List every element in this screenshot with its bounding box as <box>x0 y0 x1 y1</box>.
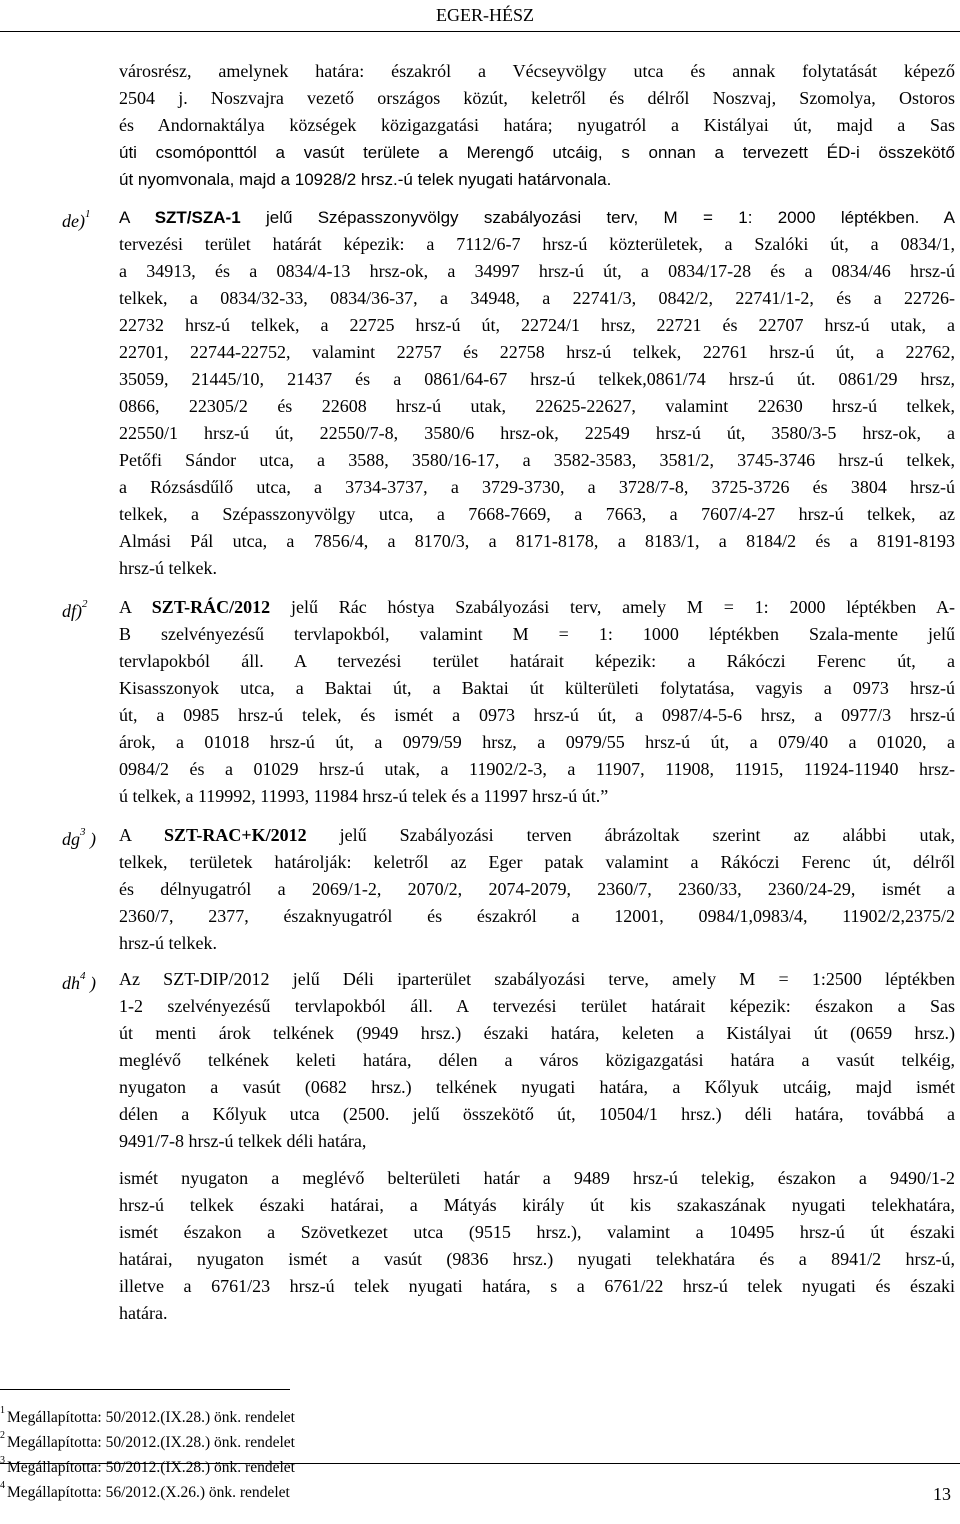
page-number: 13 <box>933 1484 951 1504</box>
text-line: B szelvényezésű tervlapokból, valamint M = 1: 1000 léptékben Szala-mente jelű <box>119 624 955 644</box>
footnote-ref[interactable]: 4 <box>80 970 86 982</box>
section-label-de: de)$^1$ <box>62 208 91 231</box>
text-line: hrsz-ú telkek. <box>119 558 217 578</box>
page-header <box>0 0 960 34</box>
text-line: határa. <box>119 1303 168 1323</box>
text-line: 1-2 szelvényezésű tervlapokból áll. A tervezési terület határait képezik: északon a Sas <box>119 996 955 1016</box>
text-line: tervezési terület határát képezik: a 7112/6-7 hrsz-ú közterületek, a Szalóki út, a 0834/1, <box>119 234 955 254</box>
text-line: ismét nyugaton a meglévő belterületi határ a 9489 hrsz-ú telekig, északon a 9490/1-2 <box>119 1168 955 1188</box>
text-line: út, a 0985 hrsz-ú telek, és ismét a 0973 hrsz-ú út, a 0987/4-5-6 hrsz, a 0977/3 hrsz-ú <box>119 705 955 725</box>
text-line: 2504 j. Noszvajra vezető országos közút, keletről és délről Noszvaj, Szomolya, Ostoros <box>119 88 955 108</box>
section-dh-continued <box>119 1165 955 1327</box>
text-line: és Andornaktálya községek közigazgatási határa; nyugatról a Kistályai út, majd a Sas <box>119 115 955 135</box>
text-line: Petőfi Sándor utca, a 3588, 3580/16-17, a 3582-3583, 3581/2, 3745-3746 hrsz-ú telkek, <box>119 450 955 470</box>
section-de-first-line: A SZT/SZA-1 jelű Szépasszonyvölgy szabályozási terv, M = 1: 2000 léptékben. A <box>119 208 955 227</box>
footnote-divider <box>0 1389 290 1390</box>
text-line: ismét északon a Szövetkezet utca (9515 hrsz.), valamint a 10495 hrsz-ú út északi <box>119 1222 955 1242</box>
text-line: 22732 hrsz-ú telkek, a 22725 hrsz-ú út, 22724/1 hrsz, 22721 és 22707 hrsz-ú utak, a <box>119 315 955 335</box>
section-dg-first-line: A SZT-RAC+K/2012 jelű Szabályozási terven ábrázoltak szerint az alábbi utak, <box>119 825 955 845</box>
header-divider <box>0 31 960 32</box>
text-line: telkek, területek határolják: keletről az Eger patak valamint a Rákóczi Ferenc út, délről <box>119 852 955 872</box>
text-line: telkek, a Szépasszonyvölgy utca, a 7668-7669, a 7663, a 7607/4-27 hrsz-ú telkek, az <box>119 504 955 524</box>
footer-divider <box>0 1463 960 1464</box>
footnote-ref[interactable]: 3 <box>80 826 86 838</box>
header-title: EGER-HÉSZ <box>436 5 534 25</box>
text-line: a Rózsásdűlő utca, a 3734-3737, a 3729-3730, a 3728/7-8, 3725-3726 és 3804 hrsz-ú <box>119 477 955 497</box>
text-line: Almási Pál utca, a 7856/4, a 8170/3, a 8171-8178, a 8183/1, a 8184/2 és a 8191-8193 <box>119 531 955 551</box>
text-line: 0866, 22305/2 és 22608 hrsz-ú utak, 22625-22627, valamint 22630 hrsz-ú telkek, <box>119 396 955 416</box>
section-df <box>119 594 955 810</box>
text-line: illetve a 6761/23 hrsz-ú telek nyugati határa, s a 6761/22 hrsz-ú telek nyugati és északi <box>119 1276 955 1296</box>
section-de <box>119 204 955 582</box>
footnote: $^2$ Megállapította: 50/2012.(IX.28.) önk. rendelet <box>0 1430 295 1452</box>
section-label-dh: $dh^4$ ) <box>62 970 96 993</box>
footnotes <box>0 1403 295 1504</box>
footnote: $^4$ Megállapította: 56/2012.(X.26.) önk. rendelet <box>0 1480 290 1502</box>
text-line: hrsz-ú telkek. <box>119 933 217 953</box>
text-line: 35059, 21445/10, 21437 és a 0861/64-67 hrsz-ú telkek,0861/74 hrsz-ú út. 0861/29 hrsz, <box>119 369 955 389</box>
text-line: 2360/7, 2377, északnyugatról és északról a 12001, 0984/1,0983/4, 11902/2,2375/2 <box>119 906 955 926</box>
footnote: $^3$ Megállapította: 50/2012.(IX.28.) önk. rendelet <box>0 1455 295 1477</box>
text-line: hrsz-ú telkek északi határai, a Mátyás király út kis szakaszának nyugati telekhatára, <box>119 1195 955 1215</box>
section-df-first-line: A SZT-RÁC/2012 jelű Rác hóstya Szabályozási terv, amely M = 1: 2000 léptékben A- <box>119 597 955 617</box>
text-line: út nyomvonala, majd a 10928/2 hrsz.-ú telek nyugati határvonala. <box>119 170 612 189</box>
text-line: út menti árok telkének (9949 hrsz.) északi határa, keleten a Kistályai út (0659 hrsz.) <box>119 1023 955 1043</box>
section-dh <box>119 966 955 1155</box>
text-line: nyugaton a vasút (0682 hrsz.) telkének nyugati határa, a Kőlyuk utcáig, majd ismét <box>119 1077 955 1097</box>
plan-code: SZT-RAC+K/2012 <box>164 825 307 845</box>
text-line: ú telkek, a 119992, 11993, 11984 hrsz-ú telek és a 11997 hrsz-ú út.” <box>119 786 609 806</box>
text-line: délen a Kőlyuk utca (2500. jelű összekötő út, 10504/1 hrsz.) déli határa, továbbá a <box>119 1104 955 1124</box>
plan-code: SZT/SZA-1 <box>154 208 241 227</box>
section-label-df: df)$^2$ <box>62 598 88 621</box>
text-line: városrész, amelynek határa: északról a Vécseyvölgy utca és annak folytatását képező <box>119 61 955 81</box>
text-line: meglévő telkének keleti határa, délen a város közigazgatási határa a vasút telkéig, <box>119 1050 955 1070</box>
text-line: Az SZT-DIP/2012 jelű Déli iparterület szabályozási terve, amely M = 1:2500 léptékben <box>119 969 955 989</box>
text-line: 22550/1 hrsz-ú út, 22550/7-8, 3580/6 hrsz-ok, 22549 hrsz-ú út, 3580/3-5 hrsz-ok, a <box>119 423 955 443</box>
footnote-ref[interactable]: 1 <box>84 208 91 220</box>
text-line: úti csomóponttól a vasút területe a Merengő utcáig, s onnan a tervezett ÉD-i összekötő <box>119 143 955 162</box>
text-line: és délnyugatról a 2069/1-2, 2070/2, 2074-2079, 2360/7, 2360/33, 2360/24-29, ismét a <box>119 879 955 899</box>
text-line: 9491/7-8 hrsz-ú telkek déli határa, <box>119 1131 367 1151</box>
text-line: tervlapokból áll. A tervezési terület határait képezik: a Rákóczi Ferenc út, a <box>119 651 955 671</box>
text-line: 22701, 22744-22752, valamint 22757 és 22758 hrsz-ú telkek, 22761 hrsz-ú út, a 22762, <box>119 342 955 362</box>
text-line: 0984/2 és a 01029 hrsz-ú utak, a 11902/2-3, a 11907, 11908, 11915, 11924-11940 hrsz- <box>119 759 955 779</box>
section-dg <box>119 822 955 957</box>
text-line: a 34913, és a 0834/4-13 hrsz-ok, a 34997 hrsz-ú út, a 0834/17-28 és a 0834/46 hrsz-ú <box>119 261 955 281</box>
footnote: $^1$ Megállapította: 50/2012.(IX.28.) önk. rendelet <box>0 1405 295 1427</box>
text-line: árok, a 01018 hrsz-ú út, a 0979/59 hrsz, a 0979/55 hrsz-ú út, a 079/40 a 01020, a <box>119 732 955 752</box>
plan-code: SZT-RÁC/2012 <box>151 597 271 617</box>
text-line: Kisasszonyok utca, a Baktai út, a Baktai út külterületi folytatása, vagyis a 0973 hrsz-ú <box>119 678 955 698</box>
section-label-dg: $dg^3$ ) <box>62 826 96 849</box>
text-line: határai, nyugaton ismét a vasút (9836 hrsz.) nyugati telekhatára és a 8941/2 hrsz-ú, <box>119 1249 955 1269</box>
intro-paragraph <box>119 58 955 193</box>
text-line: telkek, a 0834/32-33, 0834/36-37, a 34948, a 22741/3, 0842/2, 22741/1-2, és a 22726- <box>119 288 955 308</box>
footnote-ref[interactable]: 2 <box>82 598 88 610</box>
